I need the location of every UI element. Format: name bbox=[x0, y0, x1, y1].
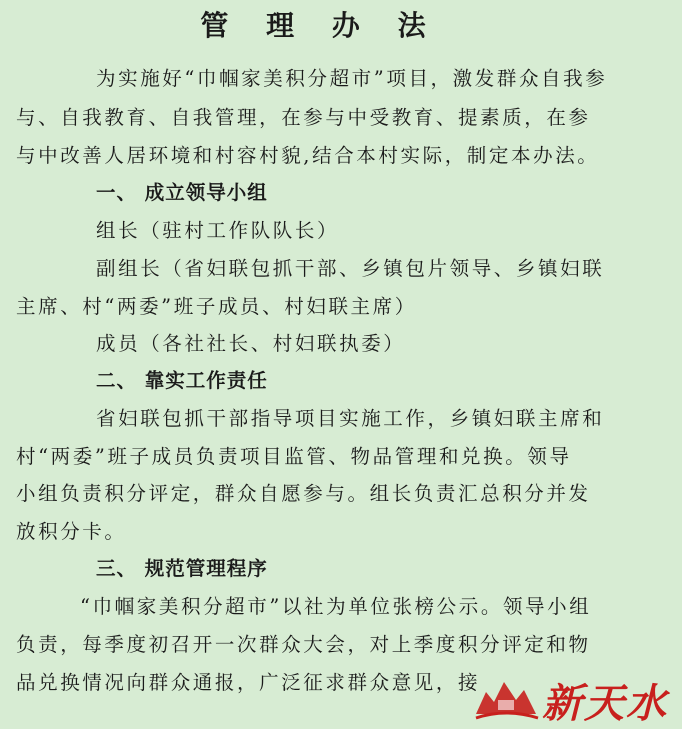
paragraph-line: 小组负责积分评定，群众自愿参与。组长负责汇总积分并发 bbox=[16, 482, 591, 505]
paragraph-line: 省妇联包抓干部指导项目实施工作，乡镇妇联主席和 bbox=[96, 407, 605, 430]
paragraph-line: 村“两委”班子成员负责项目监管、物品管理和兑换。领导 bbox=[16, 445, 572, 468]
paragraph-line: 成员（各社社长、村妇联执委） bbox=[96, 332, 406, 355]
section-heading-3: 三、 规范管理程序 bbox=[96, 557, 268, 580]
paragraph-line: 为实施好“巾帼家美积分超市”项目，激发群众自我参 bbox=[96, 67, 608, 90]
section-heading-1: 一、 成立领导小组 bbox=[96, 181, 268, 204]
logo-emblem-icon bbox=[472, 670, 542, 724]
paragraph-line: 负责，每季度初召开一次群众大会，对上季度积分评定和物 bbox=[16, 633, 591, 656]
paragraph-line: 主席、村“两委”班子成员、村妇联主席） bbox=[16, 295, 417, 318]
paragraph-line: 组长（驻村工作队队长） bbox=[96, 219, 340, 242]
paragraph-line: 放积分卡。 bbox=[16, 520, 127, 543]
paragraph-line: 与、自我教育、自我管理，在参与中受教育、提素质，在参 bbox=[16, 106, 591, 129]
section-heading-2: 二、 靠实工作责任 bbox=[96, 369, 268, 392]
paragraph-line: “巾帼家美积分超市”以社为单位张榜公示。领导小组 bbox=[80, 595, 592, 618]
document-title: 管 理 办 法 bbox=[200, 9, 440, 42]
watermark-logo bbox=[472, 670, 672, 727]
paragraph-line: 品兑换情况向群众通报，广泛征求群众意见，接 bbox=[16, 671, 481, 694]
watermark-text: 新天水 bbox=[542, 681, 668, 727]
paragraph-line: 副组长（省妇联包抓干部、乡镇包片领导、乡镇妇联 bbox=[96, 257, 605, 280]
paragraph-line: 与中改善人居环境和村容村貌,结合本村实际，制定本办法。 bbox=[16, 144, 600, 167]
